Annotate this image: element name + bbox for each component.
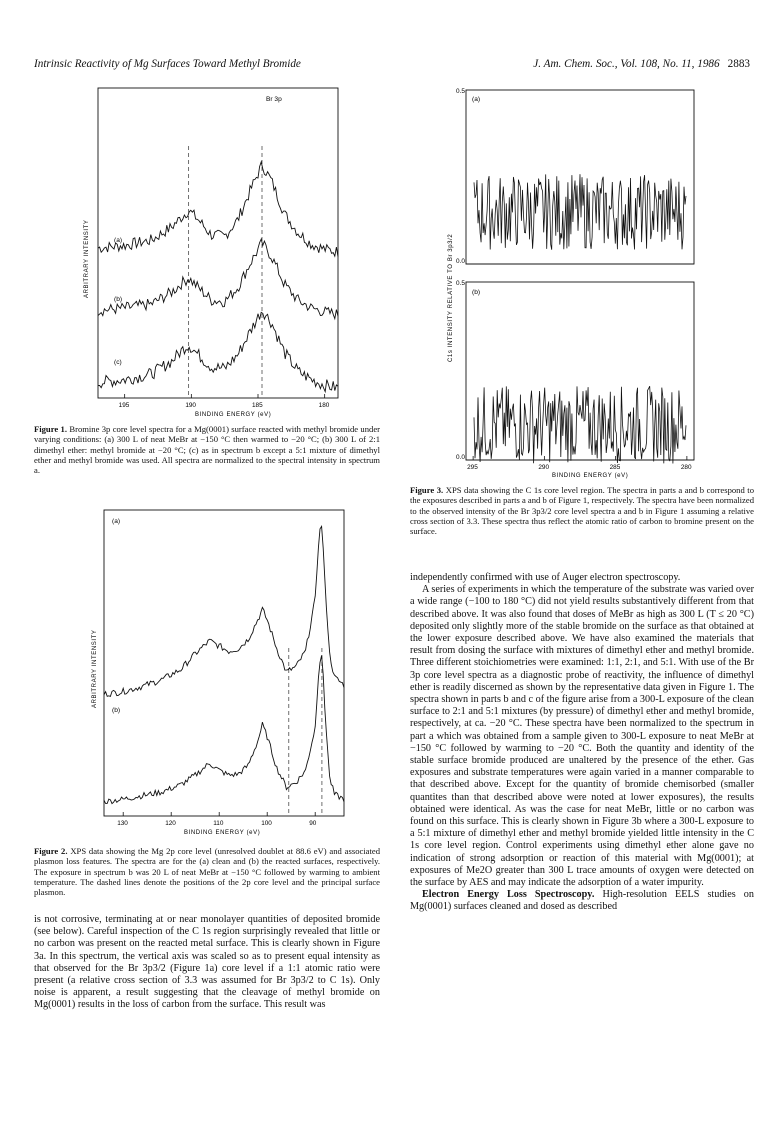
figure-2-y-axis-label: ARBITRARY INTENSITY bbox=[92, 629, 98, 708]
figure-3-tick-label: 290 bbox=[538, 464, 550, 471]
right-column-body bbox=[410, 572, 754, 914]
figure-2-traces bbox=[104, 526, 344, 803]
figure-1-panel-a-label: (a) bbox=[114, 237, 123, 244]
figure-3-b-ytick-bottom: 0.0 bbox=[456, 454, 465, 461]
figure-1-x-ticks bbox=[119, 394, 330, 409]
figure-3-caption-label: Figure 3. bbox=[410, 485, 444, 495]
figure-1-x-axis-label: BINDING ENERGY (eV) bbox=[195, 412, 272, 418]
figure-2-x-ticks bbox=[117, 812, 317, 827]
figure-1-tick-label: 180 bbox=[318, 402, 330, 409]
figure-3-tick-label: 280 bbox=[680, 464, 692, 471]
figure-3-frame-b bbox=[466, 282, 694, 460]
figure-3-a-ytick-top: 0.5 bbox=[456, 88, 465, 95]
figure-2-dashed-lines bbox=[289, 648, 322, 814]
figure-1-caption bbox=[34, 424, 380, 475]
figure-1-caption-text: Bromine 3p core level spectra for a Mg(0001) surface reacted with methyl bromide under varying conditions: (a) 300 L of neat MeBr at −150 °C then warmed to −20 °C; (b) 300 L of 2:1 dimethyl ether: methyl bromide at −20 °C; (c) as in spectrum b except a 5:1 mixture of dimethyl ether and methyl bromide was used. All spectra are normalized to the spectral intensity in spectrum a. bbox=[34, 424, 380, 476]
figure-2-tick-label: 120 bbox=[165, 820, 176, 827]
figure-3-traces bbox=[466, 174, 694, 463]
figure-3-tick-label: 285 bbox=[609, 464, 621, 471]
right-paragraph-3-text: High-resolution EELS studies on Mg(0001) surfaces cleaned and dosed as described bbox=[410, 889, 754, 913]
page-number: 2883 bbox=[727, 58, 750, 70]
running-title: Intrinsic Reactivity of Mg Surfaces Toward Methyl Bromide bbox=[34, 58, 301, 70]
figure-1-peak-label: Br 3p bbox=[266, 96, 282, 103]
figure-3 bbox=[440, 82, 710, 482]
figure-3-x-ticks bbox=[467, 456, 692, 471]
figure-3-caption-text: XPS data showing the C 1s core level region. The spectra in parts a and b correspond to the exposures described in parts a and b of Figure 1, respectively. The spectra have been normalized to the observed intensity of the Br 3p3/2 core level spectra a and b in Figure 1 assuming a relative cross section of 3.3. These spectra thus reflect the atomic ratio of carbon to bromine present on the surface. bbox=[410, 485, 754, 537]
figure-1-traces bbox=[98, 162, 338, 392]
figure-2-frame bbox=[104, 510, 344, 816]
right-paragraph-1: independently confirmed with use of Auger electron spectroscopy. bbox=[410, 572, 681, 583]
figure-3-tick-label: 295 bbox=[467, 464, 478, 471]
figure-1-tick-label: 190 bbox=[185, 402, 197, 409]
figure-2-caption-label: Figure 2. bbox=[34, 846, 68, 856]
figure-1-tick-label: 185 bbox=[252, 402, 263, 409]
figure-1-frame bbox=[98, 88, 338, 398]
figure-2-caption bbox=[34, 846, 380, 897]
figure-1-chart bbox=[80, 86, 340, 418]
figure-3-b-ytick-top: 0.5 bbox=[456, 280, 465, 287]
figure-2 bbox=[86, 508, 346, 838]
figure-3-y-axis-label: C1s INTENSITY RELATIVE TO Br 3p3/2 bbox=[448, 233, 454, 362]
figure-2-caption-text: XPS data showing the Mg 2p core level (unresolved doublet at 88.6 eV) and associated plasmon loss features. The spectra are for the (a) clean and (b) the reacted surfaces, respectively. The exposure in spectrum b was 20 L of neat MeBr at −150 °C followed by warming to ambient temperature. The dashed lines denote the positions of the 2p core level and the principal surface plasmon. bbox=[34, 846, 381, 898]
figure-3-panel-a-label: (a) bbox=[472, 96, 481, 103]
figure-2-panel-a-label: (a) bbox=[112, 518, 121, 525]
figure-2-tick-label: 100 bbox=[261, 820, 272, 827]
left-paragraph-1: is not corrosive, terminating at or near monolayer quantities of deposited bromide (see below). Careful inspection of the C 1s region surprisingly revealed that little or no carbon was present on the reacted metal surface. This is clearly shown in Figure 3a. In this spectrum, the vertical axis was scaled so as to present equal intensity as that observed for the Br 3p3/2 (Figure 1a) core level if a 1:1 atomic ratio were present (a relative cross section of 3.3 was assumed for Br 3p3/2 to C 1s). Only noise is apparent, a result suggesting that the cleavage of methyl bromide on Mg(0001) results in the loss of carbon from the surface. This result was bbox=[34, 914, 380, 1011]
right-paragraph-2: A series of experiments in which the temperature of the substrate was varied over a wide range (−100 to 180 °C) did not yield results substantively different from that described above. It was also found that doses of MeBr as high as 300 L (T ≤ 20 °C) deposited only slightly more of the stable bromide on the surface as that obtained at the lower exposure described above. We have also examined the materials that result from dosing the surface with mixtures of dimethyl ether and methyl bromide. Three different stoichiometries were examined: 1:1, 2:1, and 5:1. With use of the Br 3p core level spectra as a diagnostic probe of reactivity, the influence of dimethyl ether is readily discerned as shown by the representative data given in Figure 1. The spectra shown in parts b and c of the figure arise from a 300-L exposure of the clean surface to 2:1 and 5:1 mixtures (by pressure) of dimethyl ether and methyl bromide, respectively, at ca. −20 °C. These spectra have been normalized to the spectrum in part a which was obtained from a sample given to 300-L exposure to neat MeBr at −150 °C followed by warming to −20 °C. Both the quantity and identity of the stable surface bromide produced are unaltered by the presence of the ether. Gas exposures and substrate temperatures were again varied in a manner comparable to that described above. Except for the quantity of bromide chemisorbed (smaller quantites than that described above were noted at lower exposures), the results obtained were identical. As was the case for neat MeBr, little or no carbon was found on this surface. This is clearly shown in Figure 3b where a 300-L exposure to a 5:1 mixture of dimethyl ether and methyl bromide yielded little intensity in the C 1s core level region. Control experiments using dimethyl ether alone gave no indication of strong adsorption or reaction of this material with Mg(0001); at exposures of Me2O greater than 300 L trace amounts of oxygen were detected on the surface by AES and may indicate the adsorption of a water impurity. bbox=[410, 584, 754, 889]
figure-2-tick-label: 110 bbox=[213, 820, 224, 827]
figure-2-x-axis-label: BINDING ENERGY (eV) bbox=[184, 830, 261, 836]
figure-3-panel-b-label: (b) bbox=[472, 289, 481, 296]
eels-section-heading: Electron Energy Loss Spectroscopy. bbox=[422, 889, 595, 901]
figure-2-tick-label: 130 bbox=[117, 820, 128, 827]
figure-3-x-axis-label: BINDING ENERGY (eV) bbox=[552, 473, 629, 479]
figure-1-series-c bbox=[98, 312, 338, 391]
figure-3-series-a bbox=[474, 174, 686, 250]
journal-citation: J. Am. Chem. Soc., Vol. 108, No. 11, 1986 bbox=[533, 58, 720, 70]
figure-3-caption bbox=[410, 485, 754, 536]
figure-1-y-axis-label: ARBITRARY INTENSITY bbox=[84, 219, 90, 298]
figure-1-series-b bbox=[98, 239, 338, 319]
figure-1-tick-label: 195 bbox=[118, 402, 130, 409]
right-paragraph-3 bbox=[410, 889, 754, 913]
figure-2-series-a bbox=[104, 526, 344, 696]
journal-header bbox=[533, 58, 750, 70]
left-column-body bbox=[34, 914, 380, 1012]
figure-3-series-b bbox=[474, 386, 686, 463]
figure-2-panel-b-label: (b) bbox=[112, 707, 121, 714]
figure-3-chart bbox=[440, 82, 710, 482]
figure-1-panel-c-label: (c) bbox=[114, 359, 122, 366]
figure-2-tick-label: 90 bbox=[309, 820, 317, 827]
figure-1-panel-b-label: (b) bbox=[114, 296, 123, 303]
figure-3-a-ytick-bottom: 0.0 bbox=[456, 258, 465, 265]
figure-2-series-b bbox=[104, 656, 344, 804]
figure-2-chart bbox=[86, 508, 346, 838]
figure-1-caption-label: Figure 1. bbox=[34, 424, 67, 434]
figure-1 bbox=[80, 86, 340, 418]
figure-1-series-a bbox=[98, 162, 338, 257]
